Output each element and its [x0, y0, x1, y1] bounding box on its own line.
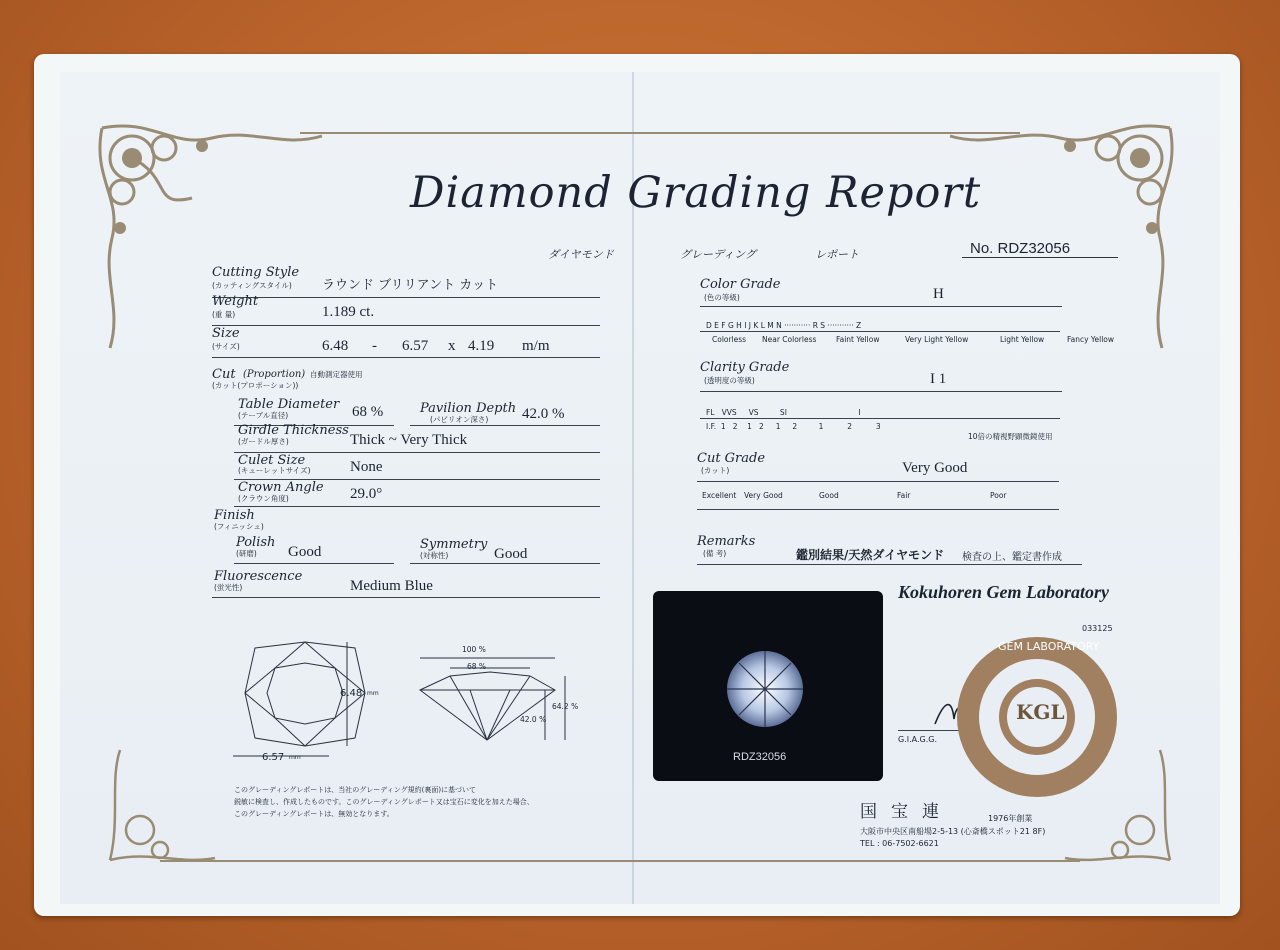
- color-cat-very-light-yellow: Very Light Yellow: [905, 335, 969, 344]
- cutting-style-sub: (カッティングスタイル): [212, 281, 292, 290]
- remarks-value-2: 検査の上、鑑定書作成: [962, 552, 1062, 563]
- fluorescence-label: Fluorescence: [214, 569, 303, 584]
- remarks-sub: (備 考): [703, 549, 727, 558]
- crown-sub: (クラウン角度): [238, 494, 289, 503]
- finish-label: Finish: [214, 508, 255, 523]
- clarity-scale-line: [700, 418, 1060, 419]
- cut-sub: (カット(プロポーション)): [212, 381, 299, 390]
- diagram-68-percent: 68 %: [467, 662, 487, 671]
- address: 大阪市中央区南船場2-5-13 (心斎橋スポット21 8F): [860, 827, 1046, 836]
- seal-ring-top: GEM LABORATORY: [998, 640, 1100, 653]
- fluorescence-line: [212, 597, 600, 598]
- clarity-scale-top: FL VVS VS SI I: [706, 408, 861, 417]
- size-sub: (サイズ): [212, 342, 240, 351]
- symmetry-line: [410, 563, 600, 564]
- size-value-1: 6.48: [322, 338, 349, 354]
- remarks-line: [697, 564, 1082, 565]
- weight-label: Weight: [212, 294, 259, 309]
- color-grade-sub: (色の等級): [704, 293, 740, 302]
- pavilion-depth-label: Pavilion Depth: [420, 401, 517, 416]
- color-cat-near-colorless: Near Colorless: [762, 335, 817, 344]
- cut-grade-line: [697, 481, 1059, 482]
- diamond-image: [725, 649, 805, 729]
- girdle-label: Girdle Thickness: [238, 423, 349, 438]
- cut-label-proportion: (Proportion): [243, 369, 306, 380]
- table-diameter-sub: (テーブル直径): [238, 411, 289, 420]
- lab-name: Kokuhoren Gem Laboratory: [898, 582, 1110, 602]
- table-diameter-value: 68 %: [352, 404, 384, 420]
- weight-value: 1.189 ct.: [322, 304, 375, 320]
- symmetry-label: Symmetry: [420, 537, 488, 552]
- crown-label: Crown Angle: [238, 480, 324, 495]
- giagg-label: G.I.A.G.G.: [898, 735, 938, 744]
- cutting-style-label: Cutting Style: [212, 265, 300, 280]
- report-title: Diamond Grading Report: [410, 168, 982, 218]
- crown-line: [234, 506, 600, 507]
- crown-value: 29.0°: [350, 486, 383, 502]
- size-label: Size: [212, 326, 240, 341]
- size-unit: m/m: [522, 338, 550, 354]
- photo-caption: RDZ32056: [733, 751, 787, 763]
- color-scale: D E F G H I J K L M N ··········· R S ··········· Z: [706, 321, 862, 330]
- pavilion-depth-value: 42.0 %: [522, 406, 565, 422]
- fluorescence-value: Medium Blue: [350, 578, 433, 594]
- report-number: No. RDZ32056: [962, 240, 1118, 258]
- symmetry-value: Good: [494, 546, 528, 562]
- polish-value: Good: [288, 544, 322, 560]
- kana-title-3: レポート: [815, 248, 859, 261]
- corner-ornament-top-left: [92, 118, 332, 358]
- top-border-line: [300, 132, 1020, 134]
- table-diameter-label: Table Diameter: [238, 397, 340, 412]
- cut-scale-excellent: Excellent: [702, 491, 737, 500]
- footnote-1: このグレーディングレポートは、当社のグレーディング規約(裏面)に基づいて: [234, 786, 477, 794]
- color-grade-line: [700, 306, 1062, 307]
- telephone: TEL : 06-7502-6621: [860, 839, 939, 848]
- color-grade-value: H: [933, 286, 944, 302]
- color-cat-fancy-yellow: Fancy Yellow: [1067, 335, 1115, 344]
- diamond-side-view-diagram: [415, 640, 585, 750]
- clarity-grade-value: I 1: [930, 371, 947, 387]
- cut-scale-very-good: Very Good: [744, 491, 783, 500]
- bottom-border-line: [160, 860, 1080, 862]
- clarity-grade-sub: (透明度の等級): [704, 376, 755, 385]
- cut-scale-poor: Poor: [990, 491, 1007, 500]
- clarity-scale-bottom: I.F. 1 2 1 2 1 2 1 2 3: [706, 422, 881, 431]
- kana-title-1: ダイヤモンド: [548, 248, 614, 261]
- cut-grade-value: Very Good: [902, 460, 968, 476]
- corner-ornament-bottom-left: [100, 740, 220, 870]
- kokuho-mark: 国宝連: [860, 802, 953, 822]
- cutting-style-line: [212, 297, 600, 298]
- size-dash: -: [372, 338, 377, 354]
- clarity-grade-line: [700, 391, 1062, 392]
- color-grade-label: Color Grade: [700, 277, 781, 292]
- culet-sub: (キューレットサイズ): [238, 466, 311, 475]
- culet-label: Culet Size: [238, 453, 306, 468]
- kana-title-2: グレーディング: [680, 248, 756, 261]
- remarks-label: Remarks: [697, 534, 756, 549]
- fluorescence-sub: (蛍光性): [214, 583, 243, 592]
- cut-note: 自動測定器使用: [310, 370, 363, 379]
- polish-sub: (研磨): [236, 549, 257, 558]
- diamond-photo: [653, 591, 883, 781]
- footnote-2: 鋭敏に検査し、作成したものです。このグレーディングレポート又は宝石に変化を加えた場合、: [234, 798, 534, 806]
- diagram-100-percent: 100 %: [462, 645, 486, 654]
- diagram-length-unit: mm: [289, 754, 301, 761]
- color-cat-faint-yellow: Faint Yellow: [836, 335, 880, 344]
- weight-line: [212, 325, 600, 326]
- founded-year: 1976年創業: [988, 814, 1033, 823]
- seal-center: KGL: [1016, 700, 1065, 724]
- weight-sub: (重 量): [212, 310, 236, 319]
- girdle-value: Thick ~ Very Thick: [350, 432, 468, 448]
- footnote-3: このグレーディングレポートは、無効となります。: [234, 810, 394, 818]
- corner-ornament-top-right: [940, 118, 1180, 358]
- cutting-style-value: ラウンド ブリリアント カット: [322, 278, 499, 293]
- diagram-width: 6.48: [340, 688, 363, 699]
- diagram-42-percent: 42.0 %: [520, 715, 547, 724]
- diagram-length: 6.57: [262, 752, 285, 763]
- cut-scale-good: Good: [819, 491, 839, 500]
- color-cat-light-yellow: Light Yellow: [1000, 335, 1045, 344]
- clarity-grade-label: Clarity Grade: [700, 360, 790, 375]
- diagram-width-unit: mm: [367, 690, 379, 697]
- polish-line: [234, 563, 394, 564]
- girdle-sub: (ガードル厚さ): [238, 437, 289, 446]
- diagram-64-percent: 64.2 %: [552, 702, 579, 711]
- clarity-note: 10倍の精視野顕微鏡使用: [968, 432, 1053, 441]
- polish-label: Polish: [236, 535, 276, 550]
- remarks-value: 鑑別結果/天然ダイヤモンド: [796, 548, 945, 562]
- finish-sub: (フィニッシュ): [214, 522, 264, 531]
- color-scale-line: [700, 331, 1060, 332]
- diamond-top-view-diagram: [225, 638, 385, 778]
- color-cat-colorless: Colorless: [712, 335, 747, 344]
- pavilion-depth-line: [410, 425, 600, 426]
- pavilion-depth-sub: (パビリオン深さ): [430, 415, 489, 424]
- size-times: x: [448, 338, 456, 354]
- cut-label: Cut: [212, 367, 236, 382]
- cut-grade-sub: (カット): [701, 466, 730, 475]
- symmetry-sub: (対称性): [420, 551, 449, 560]
- size-value-2: 6.57: [402, 338, 429, 354]
- cut-scale-line: [697, 509, 1059, 510]
- culet-value: None: [350, 459, 383, 475]
- size-line: [212, 357, 600, 358]
- lab-code: 033125: [1082, 624, 1113, 633]
- cut-grade-label: Cut Grade: [697, 451, 766, 466]
- size-value-3: 4.19: [468, 338, 495, 354]
- cut-scale-fair: Fair: [897, 491, 911, 500]
